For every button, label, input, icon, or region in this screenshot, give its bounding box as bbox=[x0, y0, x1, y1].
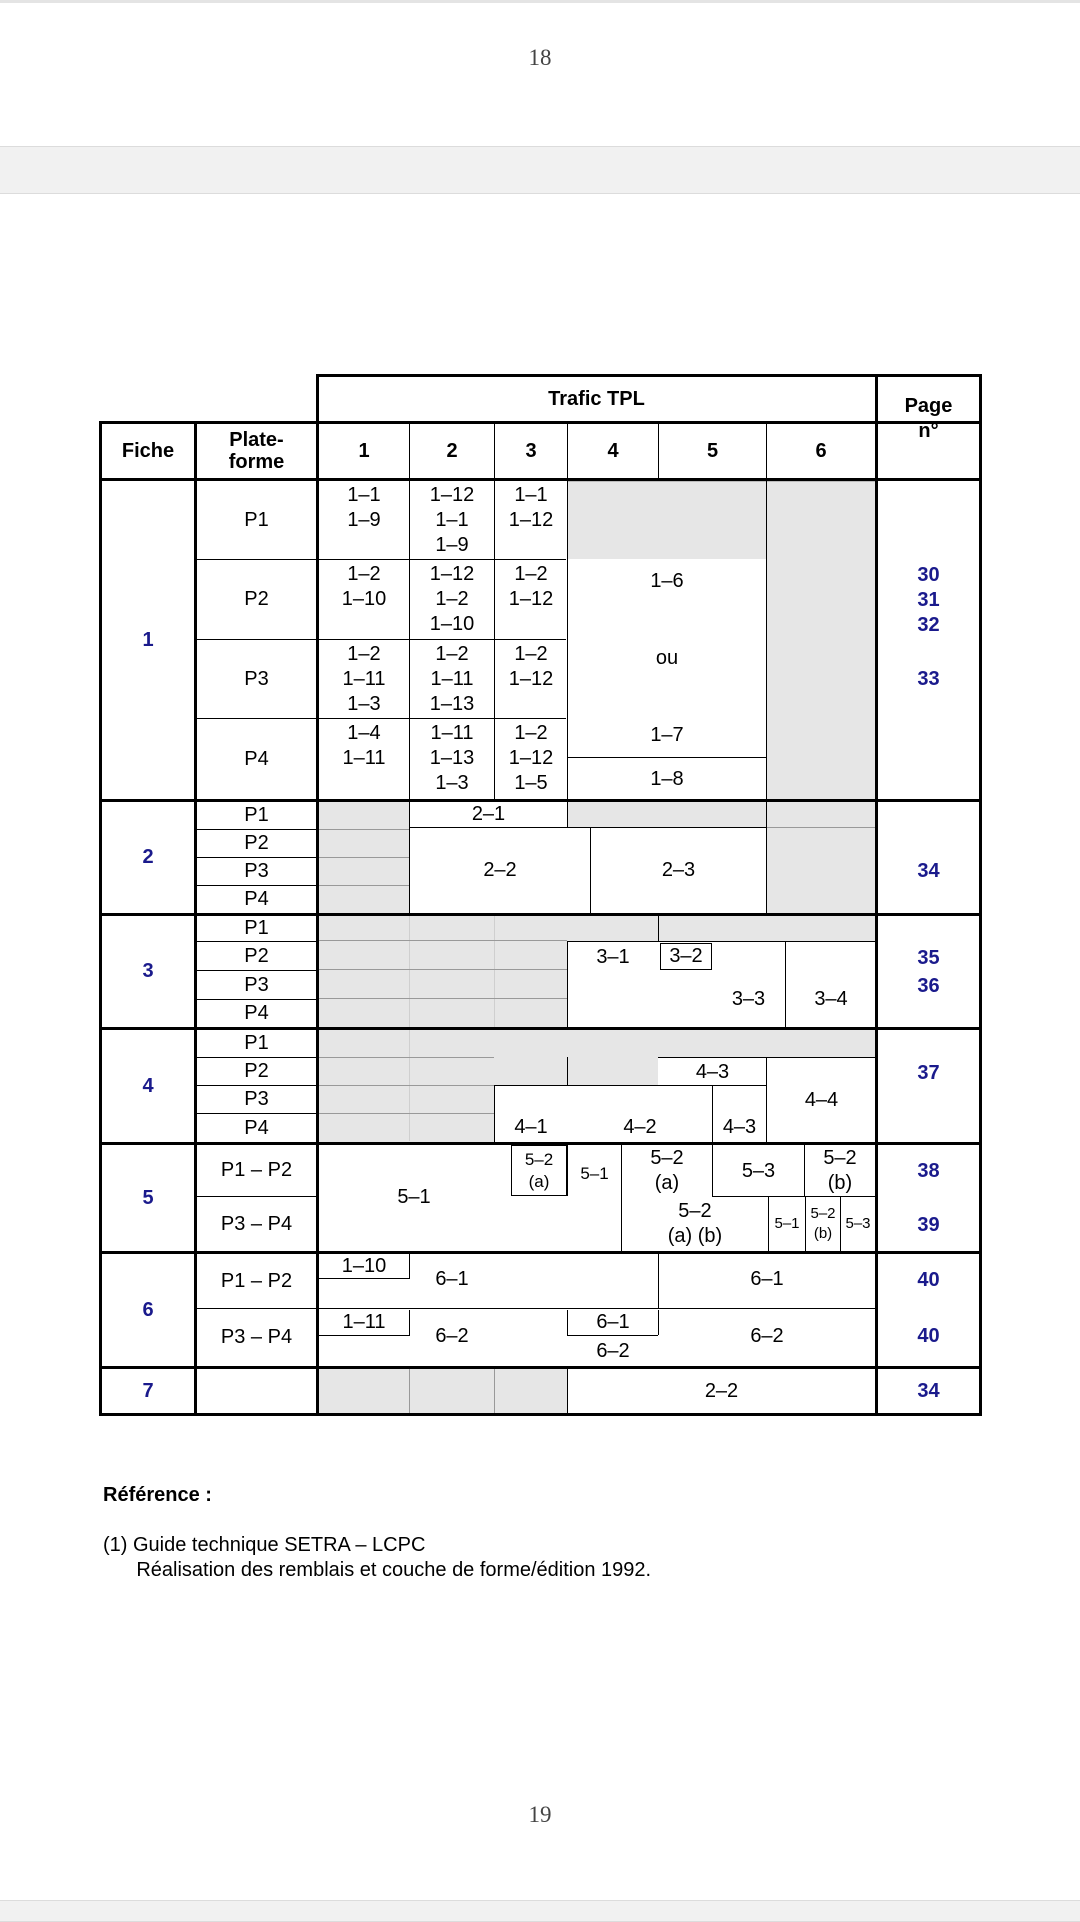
cell: 6–1 bbox=[750, 1267, 784, 1290]
platform-label: P1 bbox=[244, 804, 269, 826]
fiche-number: 1 bbox=[142, 628, 154, 651]
cell: 5–3 bbox=[741, 1159, 776, 1182]
cell: 5–1 bbox=[774, 1215, 800, 1232]
page-ref: 40 bbox=[917, 1324, 940, 1347]
cell: 1–12 1–1 1–9 bbox=[429, 484, 475, 556]
platform-label: P3 bbox=[244, 860, 269, 882]
page-ref: 36 bbox=[917, 974, 940, 997]
cell: 1–2 1–10 bbox=[341, 563, 387, 610]
cell: 1–4 1–11 bbox=[342, 722, 386, 769]
fiche-number: 5 bbox=[142, 1186, 154, 1209]
platform-label: P1 bbox=[244, 1032, 269, 1054]
col-header: 4 bbox=[607, 439, 619, 462]
platform-label: P1 – P2 bbox=[220, 1269, 293, 1292]
page-ref: 31 bbox=[917, 588, 940, 611]
cell: 5–1 bbox=[580, 1164, 609, 1183]
cell: 3–3 bbox=[731, 987, 766, 1010]
platform-label: P4 bbox=[244, 1002, 269, 1024]
page-ref: 39 bbox=[917, 1213, 940, 1236]
page-ref: 38 bbox=[917, 1159, 940, 1182]
platform-label: P4 bbox=[244, 1116, 269, 1139]
fiche-number: 4 bbox=[142, 1074, 154, 1097]
fiche-number: 2 bbox=[142, 846, 154, 868]
page-ref: 37 bbox=[917, 1061, 940, 1084]
cell: 1–1 1–12 bbox=[508, 484, 554, 531]
cell: 5–1 bbox=[397, 1186, 431, 1208]
cell: 1–12 1–2 1–10 bbox=[429, 563, 475, 635]
platform-label: P1 bbox=[244, 917, 269, 939]
platform-label: P3 – P4 bbox=[220, 1212, 293, 1235]
cell: 3–1 bbox=[596, 945, 630, 968]
cell: 2–2 bbox=[483, 859, 517, 881]
cell: 4–4 bbox=[804, 1088, 839, 1111]
col-header: 1 bbox=[358, 439, 370, 462]
page-ref: 30 bbox=[917, 563, 940, 586]
fiche-number: 6 bbox=[142, 1298, 154, 1321]
cell: 1–11 bbox=[342, 1311, 386, 1333]
cell: 2–3 bbox=[661, 859, 696, 881]
cell: 6–2 bbox=[435, 1324, 469, 1347]
fiche-header: Fiche bbox=[121, 439, 175, 462]
cell: 4–2 bbox=[623, 1116, 657, 1138]
platform-label: P3 – P4 bbox=[220, 1326, 293, 1348]
cell: 5–2 (a) bbox=[650, 1146, 684, 1194]
cell: 2–2 bbox=[704, 1379, 739, 1402]
platform-label: P2 bbox=[244, 944, 269, 967]
col-header: 3 bbox=[525, 439, 537, 462]
fiche-number: 3 bbox=[142, 960, 154, 982]
plateforme-header: Plate- forme bbox=[228, 429, 285, 473]
cell: ou bbox=[655, 646, 679, 669]
reference-line: (1) Guide technique SETRA – LCPC bbox=[103, 1534, 426, 1556]
page-ref: 40 bbox=[917, 1268, 940, 1291]
cell: 6–1 bbox=[596, 1311, 630, 1333]
cell: 1–6 bbox=[650, 569, 684, 592]
page-ref: 35 bbox=[917, 946, 940, 969]
cell: 1–2 1–12 bbox=[508, 643, 554, 690]
cell: 4–3 bbox=[695, 1060, 730, 1083]
cell: 3–2 bbox=[660, 943, 712, 970]
cell: 1–8 bbox=[650, 767, 684, 790]
platform-label: P3 bbox=[244, 1088, 269, 1110]
cell: 4–1 bbox=[514, 1116, 548, 1138]
cell: 4–3 bbox=[722, 1116, 757, 1138]
platform-label: P4 bbox=[244, 747, 269, 770]
trafic-header: Trafic TPL bbox=[548, 387, 645, 410]
page-ref: 32 bbox=[917, 613, 940, 636]
cell: 6–2 bbox=[596, 1340, 630, 1362]
cell: 5–2 (b) bbox=[810, 1205, 836, 1242]
platform-label: P2 bbox=[244, 588, 269, 610]
platform-label: P2 bbox=[244, 832, 269, 854]
cell: 3–4 bbox=[814, 987, 848, 1010]
reference-title: Référence : bbox=[103, 1484, 212, 1506]
cell: 1–11 1–13 1–3 bbox=[429, 722, 475, 794]
platform-label: P2 bbox=[244, 1060, 269, 1082]
platform-label: P1 – P2 bbox=[220, 1159, 293, 1181]
cell: 1–2 1–12 bbox=[508, 563, 554, 610]
fiche-number: 7 bbox=[142, 1379, 154, 1402]
platform-label: P4 bbox=[244, 888, 269, 910]
page-ref: 34 bbox=[917, 859, 940, 882]
page-ref: 34 bbox=[917, 1379, 940, 1402]
cell: 6–1 bbox=[435, 1267, 469, 1290]
page-number-bottom: 19 bbox=[528, 1802, 552, 1827]
page-gap-bottom bbox=[0, 1900, 1080, 1922]
platform-label: P1 bbox=[244, 508, 269, 531]
col-header: 6 bbox=[815, 439, 827, 462]
cell: 5–2 (a) bbox=[511, 1145, 567, 1196]
reference-line: Réalisation des remblais et couche de forme/édition 1992. bbox=[103, 1559, 652, 1581]
cell: 1–2 1–11 1–13 bbox=[429, 643, 475, 715]
cell: 5–3 bbox=[845, 1215, 871, 1232]
col-header: 5 bbox=[706, 439, 719, 462]
cell: 1–7 bbox=[650, 723, 684, 746]
cell: 1–1 1–9 bbox=[347, 484, 381, 531]
cell: 5–2 (b) bbox=[823, 1146, 857, 1194]
page-header: Page n° bbox=[904, 395, 953, 442]
cell: 1–10 bbox=[341, 1254, 387, 1277]
page-ref: 33 bbox=[917, 667, 940, 690]
cell: 1–2 1–11 1–3 bbox=[342, 643, 386, 715]
cell: 1–2 1–12 1–5 bbox=[508, 722, 554, 794]
cell: 2–1 bbox=[471, 803, 506, 825]
page-number-top: 18 bbox=[528, 45, 552, 70]
platform-label: P3 bbox=[244, 973, 269, 996]
cell: 6–2 bbox=[750, 1324, 784, 1347]
cell: 5–2 (a) (b) bbox=[667, 1200, 723, 1247]
platform-label: P3 bbox=[244, 667, 269, 690]
col-header: 2 bbox=[446, 439, 458, 462]
